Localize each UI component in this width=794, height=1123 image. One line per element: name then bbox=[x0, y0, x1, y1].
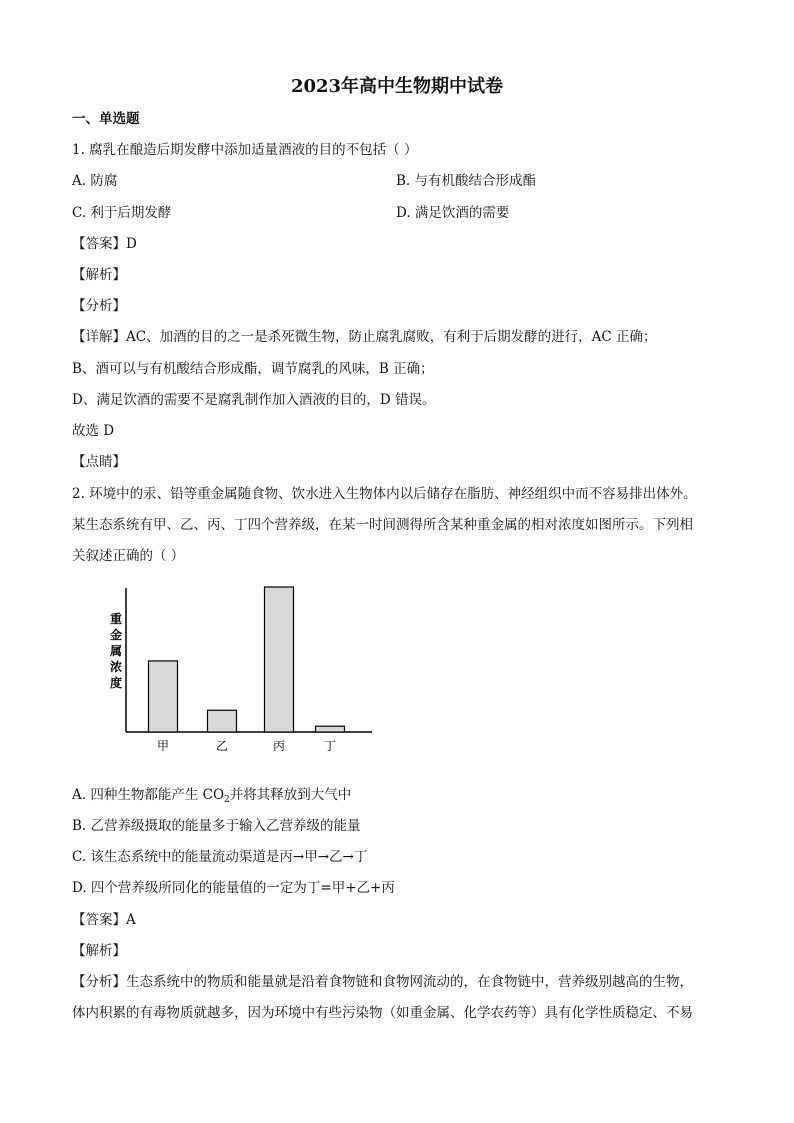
q1-option-c: C. 利于后期发酵 bbox=[72, 205, 172, 221]
q1-option-a: A. 防腐 bbox=[72, 173, 118, 189]
q1-xiangjie-label: 【详解】 bbox=[72, 329, 126, 345]
q1-answer: 【答案】D bbox=[72, 236, 137, 252]
q2-option-b: B. 乙营养级摄取的能量多于输入乙营养级的能量 bbox=[72, 818, 361, 834]
y-axis-label bbox=[109, 611, 122, 690]
q2-answer: 【答案】A bbox=[72, 912, 136, 928]
q2-stem-line-2: 某生态系统有甲、乙、丙、丁四个营养级，在某一时间测得所含某种重金属的相对浓度如图所示。下列相 bbox=[72, 517, 693, 533]
y-label-char-4: 浓 bbox=[109, 660, 123, 674]
q2-option-a bbox=[72, 786, 351, 804]
q1-dianjing: 【点睛】 bbox=[72, 454, 126, 470]
x-tick-label-1: 甲 bbox=[156, 739, 170, 753]
bar-3 bbox=[265, 587, 294, 732]
q2-option-a-text-end: 并将其释放到大气中 bbox=[229, 787, 352, 803]
bar-1 bbox=[149, 661, 178, 732]
q1-option-b: B. 与有机酸结合形成酯 bbox=[396, 173, 537, 189]
q1-conclusion: 故选 D bbox=[72, 423, 115, 439]
x-tick-label-4: 丁 bbox=[323, 739, 337, 753]
q2-fenxi-line-2: 体内积累的有毒物质就越多，因为环境中有些污染物（如重金属、化学农药等）具有化学性质稳定、不易 bbox=[72, 1005, 693, 1021]
q2-jiexi: 【解析】 bbox=[72, 943, 126, 959]
q1-jiexi: 【解析】 bbox=[72, 267, 126, 283]
q1-stem: 1. 腐乳在酿造后期发酵中添加适量酒液的目的不包括（ ） bbox=[72, 142, 418, 158]
q2-fenxi-line-1 bbox=[72, 973, 693, 991]
y-label-char-2: 金 bbox=[109, 628, 123, 642]
q1-fenxi: 【分析】 bbox=[72, 298, 126, 314]
page-title: 2023年高中生物期中试卷 bbox=[290, 76, 504, 97]
x-tick-label-2: 乙 bbox=[215, 739, 229, 753]
q2-option-a-text: A. 四种生物都能产生 CO bbox=[72, 787, 225, 803]
q1-option-d: D. 满足饮酒的需要 bbox=[396, 205, 510, 221]
q2-stem-line-1: 2. 环境中的汞、铅等重金属随食物、饮水进入生物体内以后储存在脂肪、神经组织中而不容易排出体外。 bbox=[72, 486, 697, 502]
bar-4 bbox=[316, 726, 345, 732]
q2-fenxi-label: 【分析】 bbox=[72, 974, 126, 990]
y-label-char-5: 度 bbox=[109, 676, 123, 690]
y-label-char-3: 属 bbox=[109, 644, 123, 658]
q1-xiangjie-line-1 bbox=[72, 328, 656, 346]
q2-option-c: C. 该生态系统中的能量流动渠道是丙→甲→乙→丁 bbox=[72, 849, 368, 865]
heavy-metal-bar-chart bbox=[90, 570, 390, 760]
section-heading-single-choice: 一、单选题 bbox=[72, 111, 140, 127]
q1-xiangjie-text-1: AC、加酒的目的之一是杀死微生物，防止腐乳腐败，有利于后期发酵的进行，AC 正确； bbox=[126, 329, 657, 345]
q2-option-d: D. 四个营养级所同化的能量值的一定为丁=甲+乙+丙 bbox=[72, 880, 395, 896]
x-tick-label-3: 丙 bbox=[272, 739, 286, 753]
q2-fenxi-text-1: 生态系统中的物质和能量就是沿着食物链和食物网流动的，在食物链中，营养级别越高的生物， bbox=[126, 974, 693, 990]
q2-option-a-subscript: 2 bbox=[224, 795, 230, 805]
y-label-char-1: 重 bbox=[109, 612, 123, 626]
q2-stem-line-3: 关叙述正确的（ ） bbox=[72, 548, 185, 564]
q1-xiangjie-line-3: D、满足饮酒的需要不是腐乳制作加入酒液的目的，D 错误。 bbox=[72, 392, 436, 408]
bar-2 bbox=[208, 710, 237, 732]
q1-xiangjie-line-2: B、酒可以与有机酸结合形成酯，调节腐乳的风味，B 正确； bbox=[72, 361, 434, 377]
